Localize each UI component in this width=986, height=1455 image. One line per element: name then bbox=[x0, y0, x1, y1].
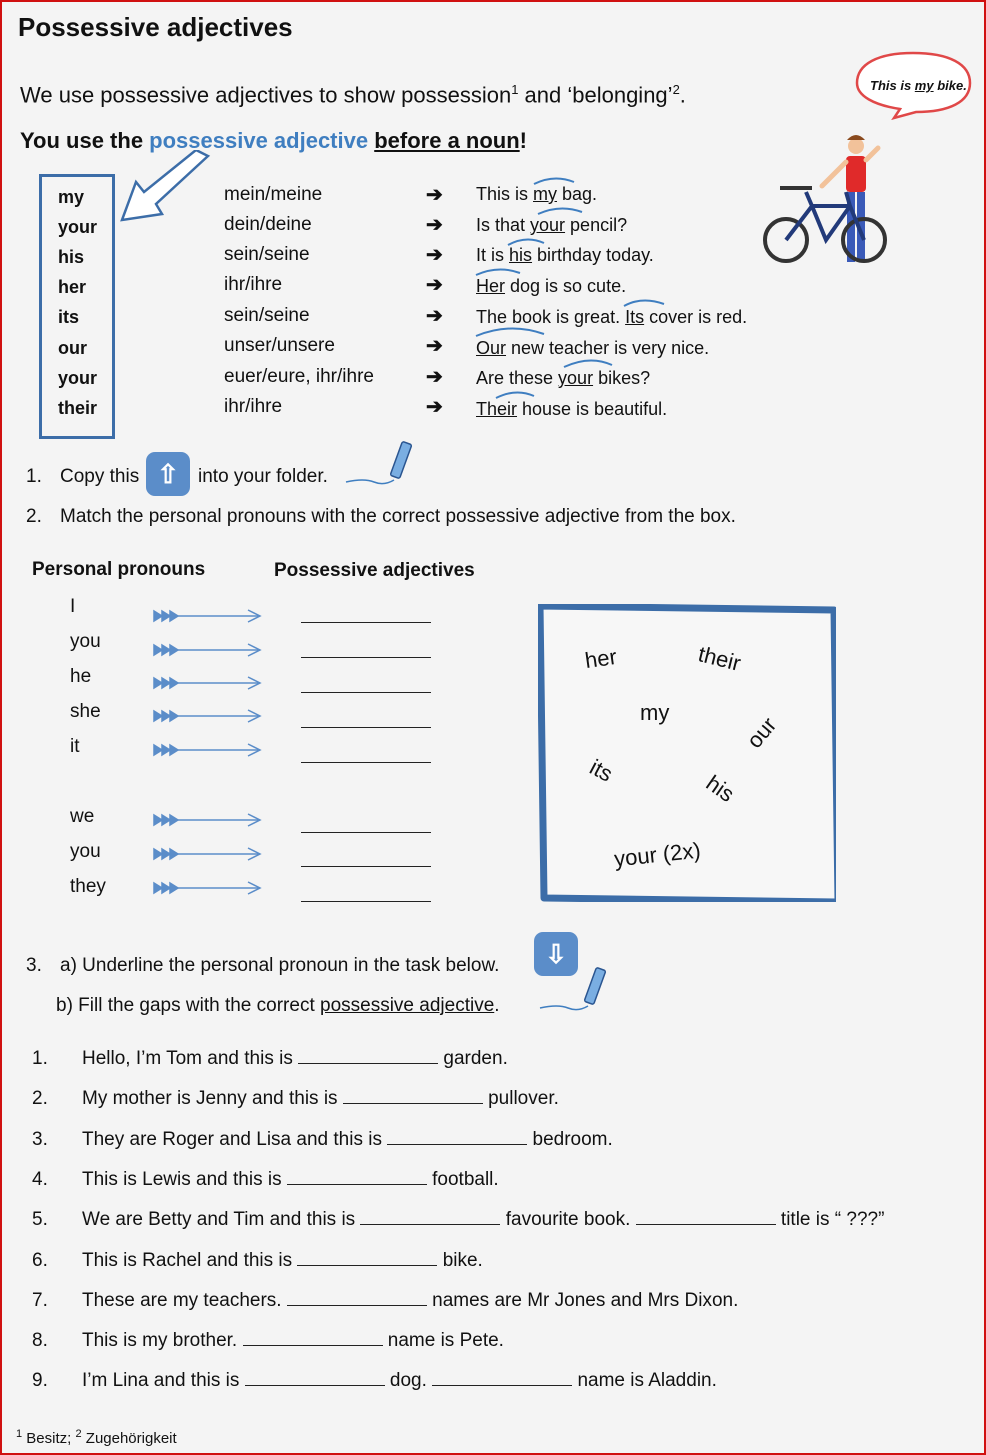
sentence-text: football. bbox=[426, 1169, 499, 1190]
rule-end: ! bbox=[519, 128, 527, 153]
gap-field[interactable] bbox=[287, 1291, 427, 1306]
match-arrow-icon bbox=[154, 744, 260, 756]
sentence-text: bike. bbox=[437, 1250, 483, 1271]
sentence-number: 6. bbox=[32, 1250, 48, 1271]
pencil-icon bbox=[344, 438, 416, 488]
pronoun: we bbox=[70, 806, 95, 827]
gap-field[interactable] bbox=[387, 1130, 527, 1145]
t3b-end: . bbox=[494, 995, 500, 1016]
box-word: its bbox=[585, 754, 617, 787]
ex-possessive: Its bbox=[625, 307, 645, 327]
german-translation: sein/seine bbox=[224, 305, 310, 326]
ex-text: This is bbox=[476, 184, 534, 204]
possessive-item: its bbox=[58, 307, 80, 327]
sentence-text: We are Betty and Tim and this is bbox=[82, 1209, 361, 1230]
possessive-list-box bbox=[39, 174, 115, 439]
ex-text: birthday today. bbox=[532, 245, 654, 265]
rule-highlight: possessive adjective bbox=[149, 128, 369, 153]
box-word: his bbox=[701, 770, 740, 807]
sentence-number: 7. bbox=[32, 1290, 48, 1311]
gap-field[interactable] bbox=[343, 1089, 483, 1104]
sentence-text: title is “ ???” bbox=[775, 1209, 885, 1230]
ex-text: pencil? bbox=[565, 215, 628, 235]
possessive-item: your bbox=[58, 368, 98, 388]
sentence-text: names are Mr Jones and Mrs Dixon. bbox=[426, 1290, 739, 1311]
match-arrow-icon bbox=[154, 610, 260, 622]
task-3b-text bbox=[56, 995, 500, 1017]
bubble-text bbox=[870, 78, 967, 93]
sentence-text: favourite book. bbox=[500, 1209, 636, 1230]
footnote-text: Zugehörigkeit bbox=[81, 1430, 177, 1447]
gap-field[interactable] bbox=[432, 1371, 572, 1386]
sentence-number: 5. bbox=[32, 1209, 48, 1230]
possessive-item: his bbox=[58, 247, 85, 267]
intro-text bbox=[20, 82, 686, 108]
footnote-sup: 1 bbox=[16, 1428, 23, 1440]
bubble-before: This is bbox=[870, 78, 915, 93]
task-2-text: Match the personal pronouns with the correct possessive adjective from the box. bbox=[60, 506, 736, 527]
rule-text bbox=[20, 128, 527, 154]
ex-possessive: Our bbox=[476, 338, 507, 358]
match-arrow-icon bbox=[154, 677, 260, 689]
rule-underlined: before a noun bbox=[374, 128, 520, 153]
ex-possessive: Their bbox=[476, 399, 518, 419]
right-arrow-icon: ➔ bbox=[426, 214, 443, 236]
intro-middle: and ‘belonging’ bbox=[518, 82, 673, 108]
possessive-item: my bbox=[58, 187, 85, 207]
t3b-underlined: possessive adjective bbox=[320, 995, 495, 1016]
sentence-number: 3. bbox=[32, 1129, 48, 1150]
intro-before: We use possessive adjectives to show possession bbox=[20, 82, 512, 108]
bubble-after: bike. bbox=[933, 78, 967, 93]
task-1-number: 1. bbox=[26, 466, 42, 487]
pencil-icon bbox=[538, 964, 610, 1014]
answer-line[interactable] bbox=[301, 830, 431, 833]
ex-text: bag. bbox=[557, 184, 598, 204]
ex-possessive: my bbox=[533, 184, 558, 204]
box-word: her bbox=[583, 643, 619, 674]
right-arrow-icon: ➔ bbox=[426, 366, 443, 388]
gap-field[interactable] bbox=[243, 1331, 383, 1346]
sentence-number: 4. bbox=[32, 1169, 48, 1190]
answer-line[interactable] bbox=[301, 760, 431, 763]
ex-possessive: his bbox=[509, 245, 533, 265]
german-translation: ihr/ihre bbox=[224, 396, 283, 417]
t3b-text: b) Fill the gaps with the correct bbox=[56, 995, 320, 1016]
possessive-item: their bbox=[58, 398, 98, 418]
pronoun: you bbox=[70, 841, 101, 862]
match-arrows bbox=[152, 602, 264, 902]
sentence-text: dog. bbox=[384, 1370, 433, 1391]
header-possessive-adjectives: Possessive adjectives bbox=[274, 560, 475, 581]
ex-text: It is bbox=[476, 245, 510, 265]
sentence-number: 2. bbox=[32, 1088, 48, 1109]
footnote-ref-2: 2 bbox=[672, 82, 680, 97]
match-arrow-icon bbox=[154, 710, 260, 722]
footnote-ref-1: 1 bbox=[511, 82, 519, 97]
right-arrow-icon: ➔ bbox=[426, 244, 443, 266]
sentence-text: These are my teachers. bbox=[82, 1290, 287, 1311]
sentence bbox=[82, 1129, 613, 1151]
answer-line[interactable] bbox=[301, 725, 431, 728]
sentence bbox=[82, 1370, 717, 1392]
possessive-item: your bbox=[58, 217, 98, 237]
sentence bbox=[82, 1250, 483, 1272]
ex-possessive: Her bbox=[476, 276, 506, 296]
sentence-text: I’m Lina and this is bbox=[82, 1370, 245, 1391]
sentence bbox=[82, 1169, 499, 1191]
ex-possessive: your bbox=[558, 368, 594, 388]
ex-text: Are these bbox=[476, 368, 559, 388]
ex-text: bikes? bbox=[593, 368, 651, 388]
box-word: our bbox=[741, 712, 782, 753]
german-translation: mein/meine bbox=[224, 184, 323, 205]
german-translation: euer/eure, ihr/ihre bbox=[224, 366, 374, 387]
gap-field[interactable] bbox=[636, 1210, 776, 1225]
ex-text: Is that bbox=[476, 215, 531, 235]
match-arrow-icon bbox=[154, 848, 260, 860]
right-arrow-icon: ➔ bbox=[426, 396, 443, 418]
box-word: my bbox=[640, 700, 670, 725]
german-translation: dein/deine bbox=[224, 214, 312, 235]
header-personal-pronouns: Personal pronouns bbox=[32, 559, 206, 580]
box-word: their bbox=[695, 641, 744, 676]
german-translation: sein/seine bbox=[224, 244, 310, 265]
box-word: your (2x) bbox=[612, 837, 702, 872]
pronoun: he bbox=[70, 666, 92, 687]
answer-line[interactable] bbox=[301, 899, 431, 902]
match-arrow-icon bbox=[154, 882, 260, 894]
footnote bbox=[16, 1428, 177, 1447]
task-3-number: 3. bbox=[26, 955, 42, 976]
task-3a-text: a) Underline the personal pronoun in the task below. bbox=[60, 955, 500, 976]
sentence-text: bedroom. bbox=[527, 1129, 613, 1150]
pronoun: I bbox=[70, 596, 76, 617]
pointing-arrow-icon bbox=[116, 150, 216, 242]
right-arrow-icon: ➔ bbox=[426, 305, 443, 327]
example-arcs bbox=[472, 172, 672, 422]
sentence-text: pullover. bbox=[482, 1088, 559, 1109]
match-arrow-icon bbox=[154, 814, 260, 826]
ex-text: dog is so cute. bbox=[505, 276, 627, 296]
intro-end: . bbox=[679, 82, 686, 108]
bubble-underlined: my bbox=[914, 78, 934, 93]
task-2-number: 2. bbox=[26, 506, 42, 527]
answer-line[interactable] bbox=[301, 690, 431, 693]
sentence bbox=[82, 1209, 884, 1231]
download-arrow-icon: ⇩ bbox=[534, 932, 578, 976]
task-1-text: Copy this bbox=[60, 466, 140, 487]
match-arrow-icon bbox=[154, 644, 260, 656]
ex-possessive: your bbox=[530, 215, 566, 235]
answer-line[interactable] bbox=[301, 655, 431, 658]
footnote-text: Besitz; bbox=[22, 1430, 76, 1447]
gap-field[interactable] bbox=[297, 1251, 437, 1266]
sentence bbox=[82, 1088, 559, 1110]
sentence-text: Hello, I’m Tom and this is bbox=[82, 1048, 299, 1069]
right-arrow-icon: ➔ bbox=[426, 335, 443, 357]
sentence-text: garden. bbox=[438, 1048, 508, 1069]
german-translation: unser/unsere bbox=[224, 335, 335, 356]
sentence-number: 1. bbox=[32, 1048, 48, 1069]
gap-field[interactable] bbox=[360, 1210, 500, 1225]
upload-arrow-icon: ⇧ bbox=[146, 452, 190, 496]
sentence-text: This is Rachel and this is bbox=[82, 1250, 298, 1271]
footnote-sup: 2 bbox=[75, 1428, 82, 1440]
task-1-text-end: into your folder. bbox=[198, 466, 328, 487]
pronoun: they bbox=[70, 876, 106, 897]
sentence-text: They are Roger and Lisa and this is bbox=[82, 1129, 388, 1150]
sentence-text: name is Pete. bbox=[382, 1330, 504, 1351]
boy-with-bike-illustration bbox=[760, 126, 888, 276]
ex-text: new teacher is very nice. bbox=[506, 338, 710, 358]
sentence-text: My mother is Jenny and this is bbox=[82, 1088, 343, 1109]
possessive-item: her bbox=[58, 277, 87, 297]
ex-text: The book is great. bbox=[476, 307, 626, 327]
page-title: Possessive adjectives bbox=[18, 12, 293, 42]
sentence bbox=[82, 1048, 508, 1070]
gap-field[interactable] bbox=[287, 1170, 427, 1185]
pronoun: it bbox=[70, 736, 80, 757]
sentence-number: 9. bbox=[32, 1370, 48, 1391]
sentence-text: This is Lewis and this is bbox=[82, 1169, 287, 1190]
sentence-text: This is my brother. bbox=[82, 1330, 243, 1351]
pronoun: you bbox=[70, 631, 101, 652]
ex-text: house is beautiful. bbox=[517, 399, 668, 419]
possessive-item: our bbox=[58, 338, 87, 358]
sentence bbox=[82, 1290, 738, 1312]
answer-line[interactable] bbox=[301, 620, 431, 623]
answer-line[interactable] bbox=[301, 864, 431, 867]
sentence-number: 8. bbox=[32, 1330, 48, 1351]
right-arrow-icon: ➔ bbox=[426, 274, 443, 296]
rule-part1: You use the bbox=[20, 128, 150, 153]
german-translation: ihr/ihre bbox=[224, 274, 283, 295]
sentence bbox=[82, 1330, 504, 1352]
ex-text: cover is red. bbox=[644, 307, 748, 327]
sentence-text: name is Aladdin. bbox=[572, 1370, 717, 1391]
gap-field[interactable] bbox=[245, 1371, 385, 1386]
gap-field[interactable] bbox=[298, 1049, 438, 1064]
right-arrow-icon: ➔ bbox=[426, 184, 443, 206]
pronoun: she bbox=[70, 701, 101, 722]
